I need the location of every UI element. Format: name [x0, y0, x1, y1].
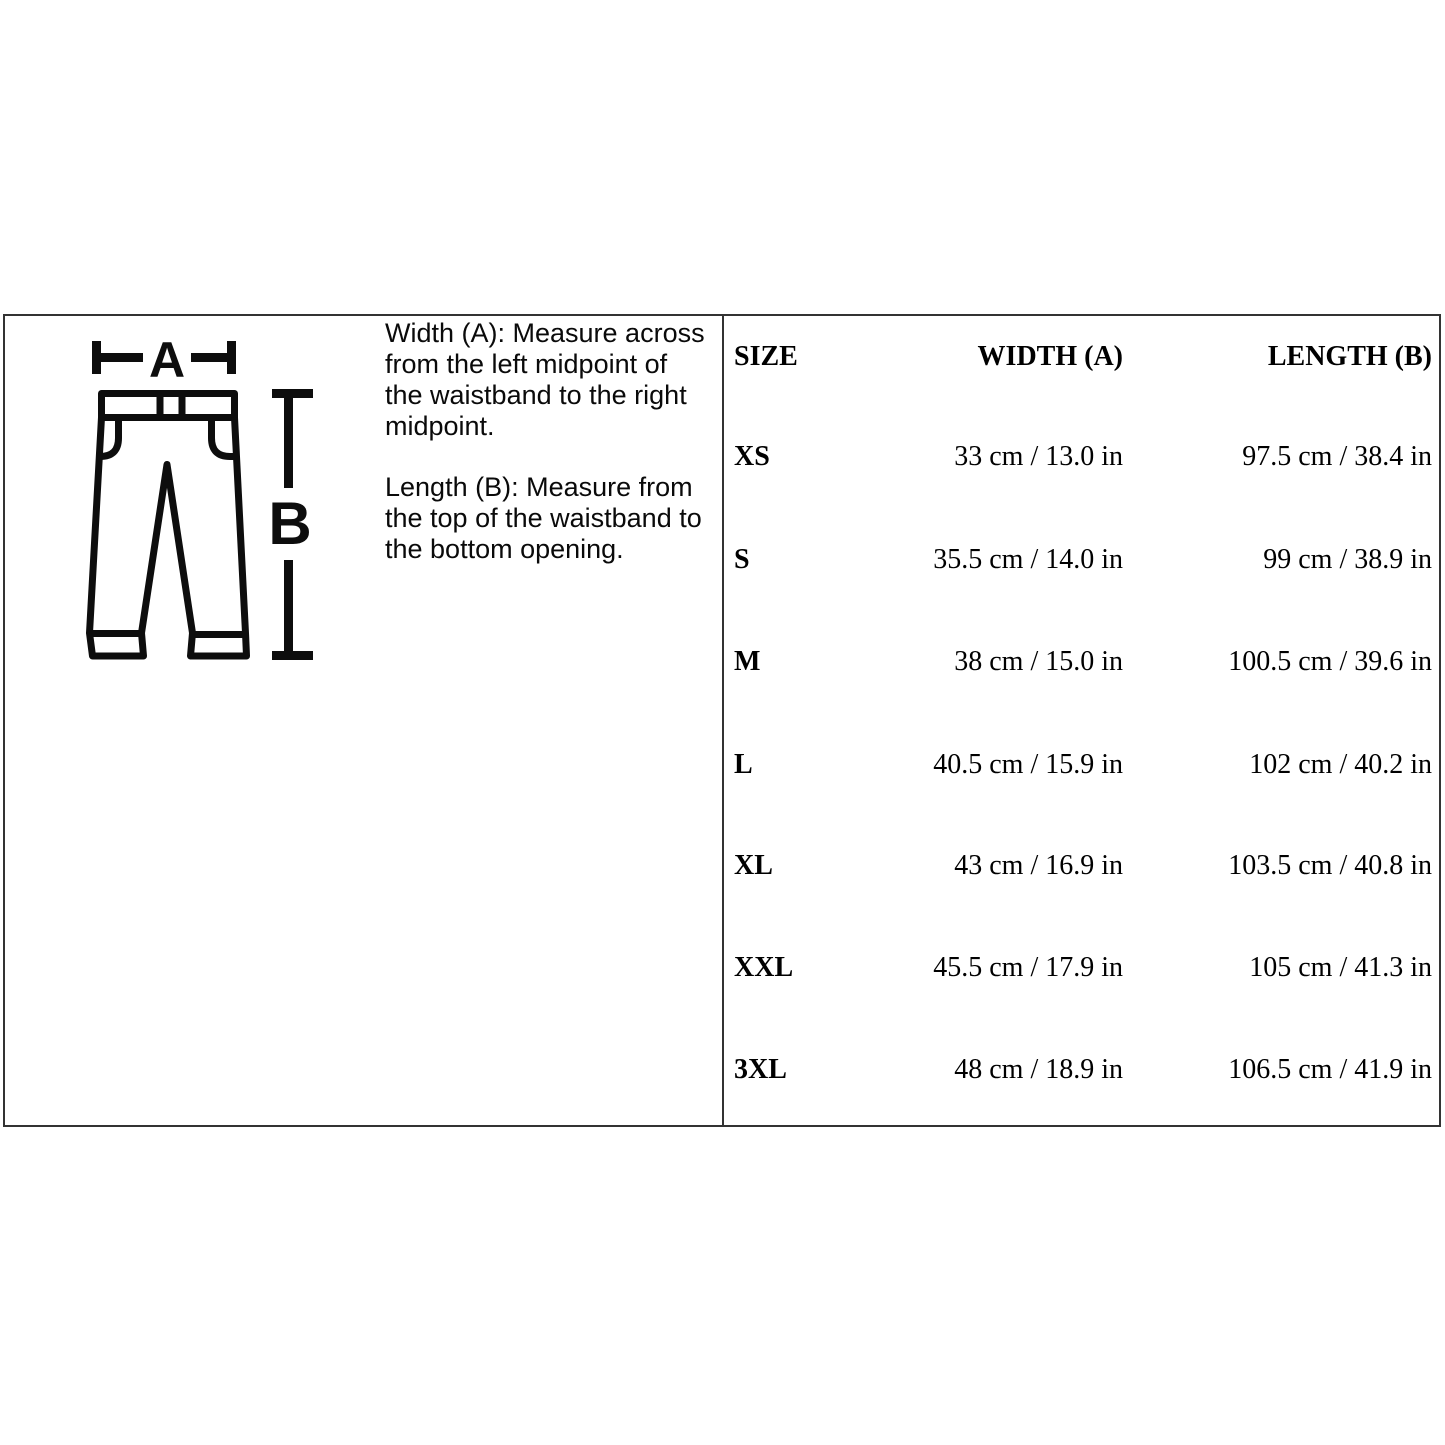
width-instruction-line: Width (A): Measure across	[385, 318, 705, 348]
length-cell: 100.5 cm / 39.6 in	[1228, 646, 1432, 677]
length-cell: 103.5 cm / 40.8 in	[1228, 850, 1432, 881]
length-cell: 97.5 cm / 38.4 in	[1242, 441, 1432, 472]
size-table	[722, 316, 1439, 1125]
length-instruction	[385, 472, 721, 565]
width-cell: 48 cm / 18.9 in	[954, 1054, 1123, 1085]
size-chart-sheet	[3, 314, 1441, 1127]
size-cell: M	[734, 646, 761, 677]
length-instruction-line: Length (B): Measure from	[385, 472, 693, 502]
width-instruction-line: the waistband to the right	[385, 380, 687, 410]
length-instruction-line: the bottom opening.	[385, 534, 624, 564]
table-row	[724, 950, 1439, 986]
length-cell: 102 cm / 40.2 in	[1249, 749, 1432, 780]
table-row	[724, 1052, 1439, 1088]
width-cell: 33 cm / 13.0 in	[954, 441, 1123, 472]
width-instruction	[385, 318, 721, 442]
size-cell: XXL	[734, 952, 794, 983]
table-row	[724, 848, 1439, 884]
table-header-row	[724, 339, 1439, 375]
length-cell: 106.5 cm / 41.9 in	[1228, 1054, 1432, 1085]
table-row	[724, 439, 1439, 475]
table-row	[724, 542, 1439, 578]
length-instruction-line: the top of the waistband to	[385, 503, 702, 533]
dimension-a-label: A	[148, 332, 186, 388]
size-cell: XS	[734, 441, 770, 472]
header-width: WIDTH (A)	[977, 341, 1123, 372]
measurement-instructions	[385, 318, 721, 565]
dimension-b-label: B	[268, 490, 312, 557]
table-row	[724, 747, 1439, 783]
width-instruction-line: from the left midpoint of	[385, 349, 668, 379]
width-cell: 38 cm / 15.0 in	[954, 646, 1123, 677]
size-cell: L	[734, 749, 753, 780]
size-cell: 3XL	[734, 1054, 787, 1085]
width-cell: 40.5 cm / 15.9 in	[933, 749, 1123, 780]
width-instruction-line: midpoint.	[385, 411, 495, 441]
width-cell: 43 cm / 16.9 in	[954, 850, 1123, 881]
header-size: SIZE	[734, 341, 798, 372]
length-cell: 105 cm / 41.3 in	[1249, 952, 1432, 983]
width-cell: 45.5 cm / 17.9 in	[933, 952, 1123, 983]
pants-waistband	[102, 394, 235, 418]
header-length: LENGTH (B)	[1267, 341, 1432, 372]
size-cell: S	[734, 544, 750, 575]
size-cell: XL	[734, 850, 773, 881]
pants-icon	[80, 330, 320, 670]
length-cell: 99 cm / 38.9 in	[1263, 544, 1432, 575]
width-cell: 35.5 cm / 14.0 in	[933, 544, 1123, 575]
table-row	[724, 644, 1439, 680]
